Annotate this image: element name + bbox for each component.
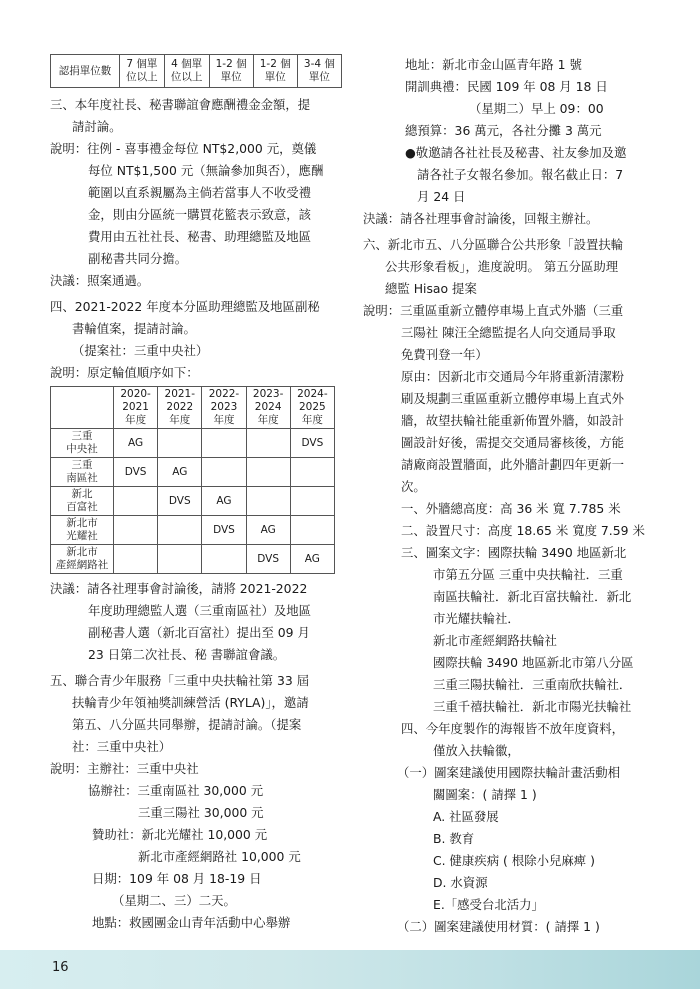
table-cell: 7 個單 位以上 [120,55,165,88]
item-6-reason-line: 請廠商設置牆面，此外牆計劃四年更新一 [401,457,625,472]
table-row [51,55,342,88]
table-row [51,429,335,458]
table-cell [114,516,158,545]
item-6-text-line: 國際扶輪 3490 地區新北市第八分區 [433,655,634,670]
item-6-text-line: 三重千禧扶輪社．新北市陽光扶輪社 [433,699,632,714]
item-6-desc-line: 免費刊登一年） [401,347,488,362]
rotation-table [50,386,335,574]
item-6-text-line: 新北市產經網路扶輪社 [433,633,557,648]
table-cell [246,487,290,516]
table-cell: DVS [202,516,246,545]
item-3-title-cont: 請討論。 [72,119,122,134]
item-5-title-cont: 第五、八分區共同舉辦，提請討論。（提案 [72,717,302,732]
item-6-reason-line: 刷及規劃三重區重新立體停車場上直式外 [401,391,625,406]
table-cell: DVS [290,429,334,458]
year-header-cell: 2024- 2025 年度 [290,387,334,429]
item-3-title: 三、本年度社長、秘書聯誼會應酬禮金金額，提 [50,97,311,112]
item-5-date: 日期：109 年 08 月 18-19 日 [92,871,262,886]
item-5-budget: 總預算：36 萬元，各社分攤 3 萬元 [405,123,602,138]
table-row [51,487,335,516]
table-header-cell: 認捐單位數 [51,55,120,88]
right-column [363,54,655,938]
item-6-reason-line: 圖設計好後，需提交交通局審核後，方能 [401,435,625,450]
year-header-cell: 2023- 2024 年度 [246,387,290,429]
table-row [51,516,335,545]
item-6-pattern-cont: 關圖案：( 請擇 1 ) [433,787,537,802]
table-cell [246,429,290,458]
item-5-location: 地點：救國團金山青年活動中心舉辦 [92,915,291,930]
item-4-resolution-line: 年度助理總監人選（三重南區社）及地區 [88,603,312,618]
item-5-co-organizer: 三重三陽社 30,000 元 [138,805,264,820]
item-3-desc-line: 費用由五社社長、秘書、助理總監及地區 [88,229,312,244]
item-5-invite-cont: 月 24 日 [417,189,466,204]
item-4-title-cont: 書輪值案，提請討論。 [72,321,196,336]
table-cell [158,516,202,545]
club-name-cell: 新北 百富社 [51,487,114,516]
item-5-sponsor: 新北市產經網路社 10,000 元 [138,849,301,864]
item-5-opening: 開訓典禮：民國 109 年 08 月 18 日 [405,79,608,94]
item-3-desc-line: 每位 NT$1,500 元（無論參加與否），應酬 [88,163,324,178]
table-cell [290,516,334,545]
item-6-pattern: （一）圖案建議使用國際扶輪計畫活動相 [397,765,621,780]
club-name-cell: 三重 南區社 [51,458,114,487]
club-name-cell: 新北市 光耀社 [51,516,114,545]
table-cell [246,458,290,487]
table-cell: 1-2 個 單位 [253,55,297,88]
item-6-text-line: 市光耀扶輪社． [433,611,520,626]
table-corner-cell [51,387,114,429]
table-row [51,458,335,487]
item-6-desc-line: 三陽社 陳汪全總監提名人向交通局爭取 [401,325,616,340]
option-d: D. 水資源 [433,875,488,890]
item-4-desc: 說明：原定輪值順序如下： [50,365,199,380]
item-5-title-cont: 社：三重中央社） [72,739,172,754]
table-cell [158,545,202,574]
table-cell: 1-2 個 單位 [209,55,253,88]
table-header-row [51,387,335,429]
item-6-size: 二、設置尺寸：高度 18.65 米 寬度 7.59 米 [401,523,645,538]
table-cell [114,487,158,516]
item-5-invite: ●敬邀請各社社長及秘書、社友參加及邀 [405,145,627,160]
item-4-title: 四、2021-2022 年度本分區助理總監及地區副秘 [50,299,320,314]
table-cell [158,429,202,458]
table-cell: DVS [114,458,158,487]
item-5-co-organizer: 協辦社：三重南區社 30,000 元 [88,783,264,798]
table-cell: AG [202,487,246,516]
year-header-cell: 2020- 2021 年度 [114,387,158,429]
item-4-resolution-line: 副秘書人選（新北百富社）提出至 09 月 [88,625,310,640]
item-5-date-cont: （星期二、三）二天。 [112,893,236,908]
item-5-sponsor: 贊助社：新北光耀社 10,000 元 [92,827,268,842]
table-cell: 4 個單 位以上 [164,55,209,88]
table-cell: DVS [246,545,290,574]
table-cell [202,429,246,458]
item-6-reason: 原由：因新北市交通局今年將重新清潔粉 [401,369,625,384]
item-6-poster-cont: 僅放入扶輪徽， [433,743,520,758]
item-6-reason-line: 次。 [401,479,426,494]
table-cell: AG [246,516,290,545]
table-cell [202,458,246,487]
item-6-text-line: 市第五分區 三重中央扶輪社．三重 [433,567,623,582]
item-6-text-line: 南區扶輪社．新北百富扶輪社．新北 [433,589,632,604]
item-5-desc: 說明：主辦社：三重中央社 [50,761,199,776]
table-cell: AG [158,458,202,487]
item-3-desc-line: 副秘書共同分擔。 [88,251,188,266]
item-5-address: 地址：新北市金山區青年路 1 號 [405,57,582,72]
item-6-title-cont: 公共形象看板」，進度說明。 第五分區助理 [385,259,619,274]
item-3-desc-line: 範圍以直系親屬為主倘若當事人不收受禮 [88,185,312,200]
table-cell [114,545,158,574]
item-5-resolution: 決議：請各社理事會討論後，回報主辦社。 [363,211,599,226]
donation-units-table [50,54,342,88]
option-a: A. 社區發展 [433,809,499,824]
table-row [51,545,335,574]
item-5-opening-cont: （星期二）早上 09：00 [469,101,604,116]
item-6-poster: 四、今年度製作的海報皆不放年度資料， [401,721,625,736]
table-cell: DVS [158,487,202,516]
table-cell [290,487,334,516]
item-3-desc: 說明：往例 - 喜事禮金每位 NT$2,000 元，奠儀 [50,141,317,156]
year-header-cell: 2022- 2023 年度 [202,387,246,429]
item-3-desc-line: 金，則由分區統一購買花籃表示致意，該 [88,207,312,222]
option-e: E.「感受台北活力」 [433,897,544,912]
item-6-text: 三、圖案文字：國際扶輪 3490 地區新北 [401,545,627,560]
item-5-invite-cont: 請各社子女報名參加。報名截止日：7 [417,167,624,182]
table-cell [290,458,334,487]
table-cell [202,545,246,574]
table-cell: AG [114,429,158,458]
item-6-material: （二）圖案建議使用材質：( 請擇 1 ) [397,919,600,934]
item-4-proposer: （提案社：三重中央社） [72,343,209,358]
page-footer-band [0,950,700,989]
item-6-title-cont: 總監 Hisao 提案 [385,281,477,296]
item-4-resolution-line: 23 日第二次社長、秘 書聯誼會議。 [88,647,286,662]
item-6-desc: 說明：三重區重新立體停車場上直式外牆（三重 [363,303,624,318]
item-6-text-line: 三重三陽扶輪社．三重南欣扶輪社． [433,677,632,692]
page-number: 16 [52,960,69,975]
item-6-height: 一、外牆總高度：高 36 米 寬 7.785 米 [401,501,621,516]
option-b: B. 教育 [433,831,475,846]
table-cell: 3-4 個 單位 [297,55,341,88]
item-5-title: 五、聯合青少年服務「三重中央扶輪社第 33 屆 [50,673,310,688]
item-6-title: 六、新北市五、八分區聯合公共形象「設置扶輪 [363,237,624,252]
item-4-resolution: 決議：請各社理事會討論後，請將 2021-2022 [50,581,308,596]
table-cell: AG [290,545,334,574]
club-name-cell: 三重 中央社 [51,429,114,458]
item-5-title-cont: 扶輪青少年領袖獎訓練營活 (RYLA)」，邀請 [72,695,309,710]
club-name-cell: 新北市 產經網路社 [51,545,114,574]
option-c: C. 健康疾病 ( 根除小兒麻痺 ) [433,853,595,868]
item-3-resolution: 決議：照案通過。 [50,273,150,288]
left-column [50,54,355,934]
item-6-reason-line: 牆，故望扶輪社能重新佈置外牆，如設計 [401,413,625,428]
year-header-cell: 2021- 2022 年度 [158,387,202,429]
